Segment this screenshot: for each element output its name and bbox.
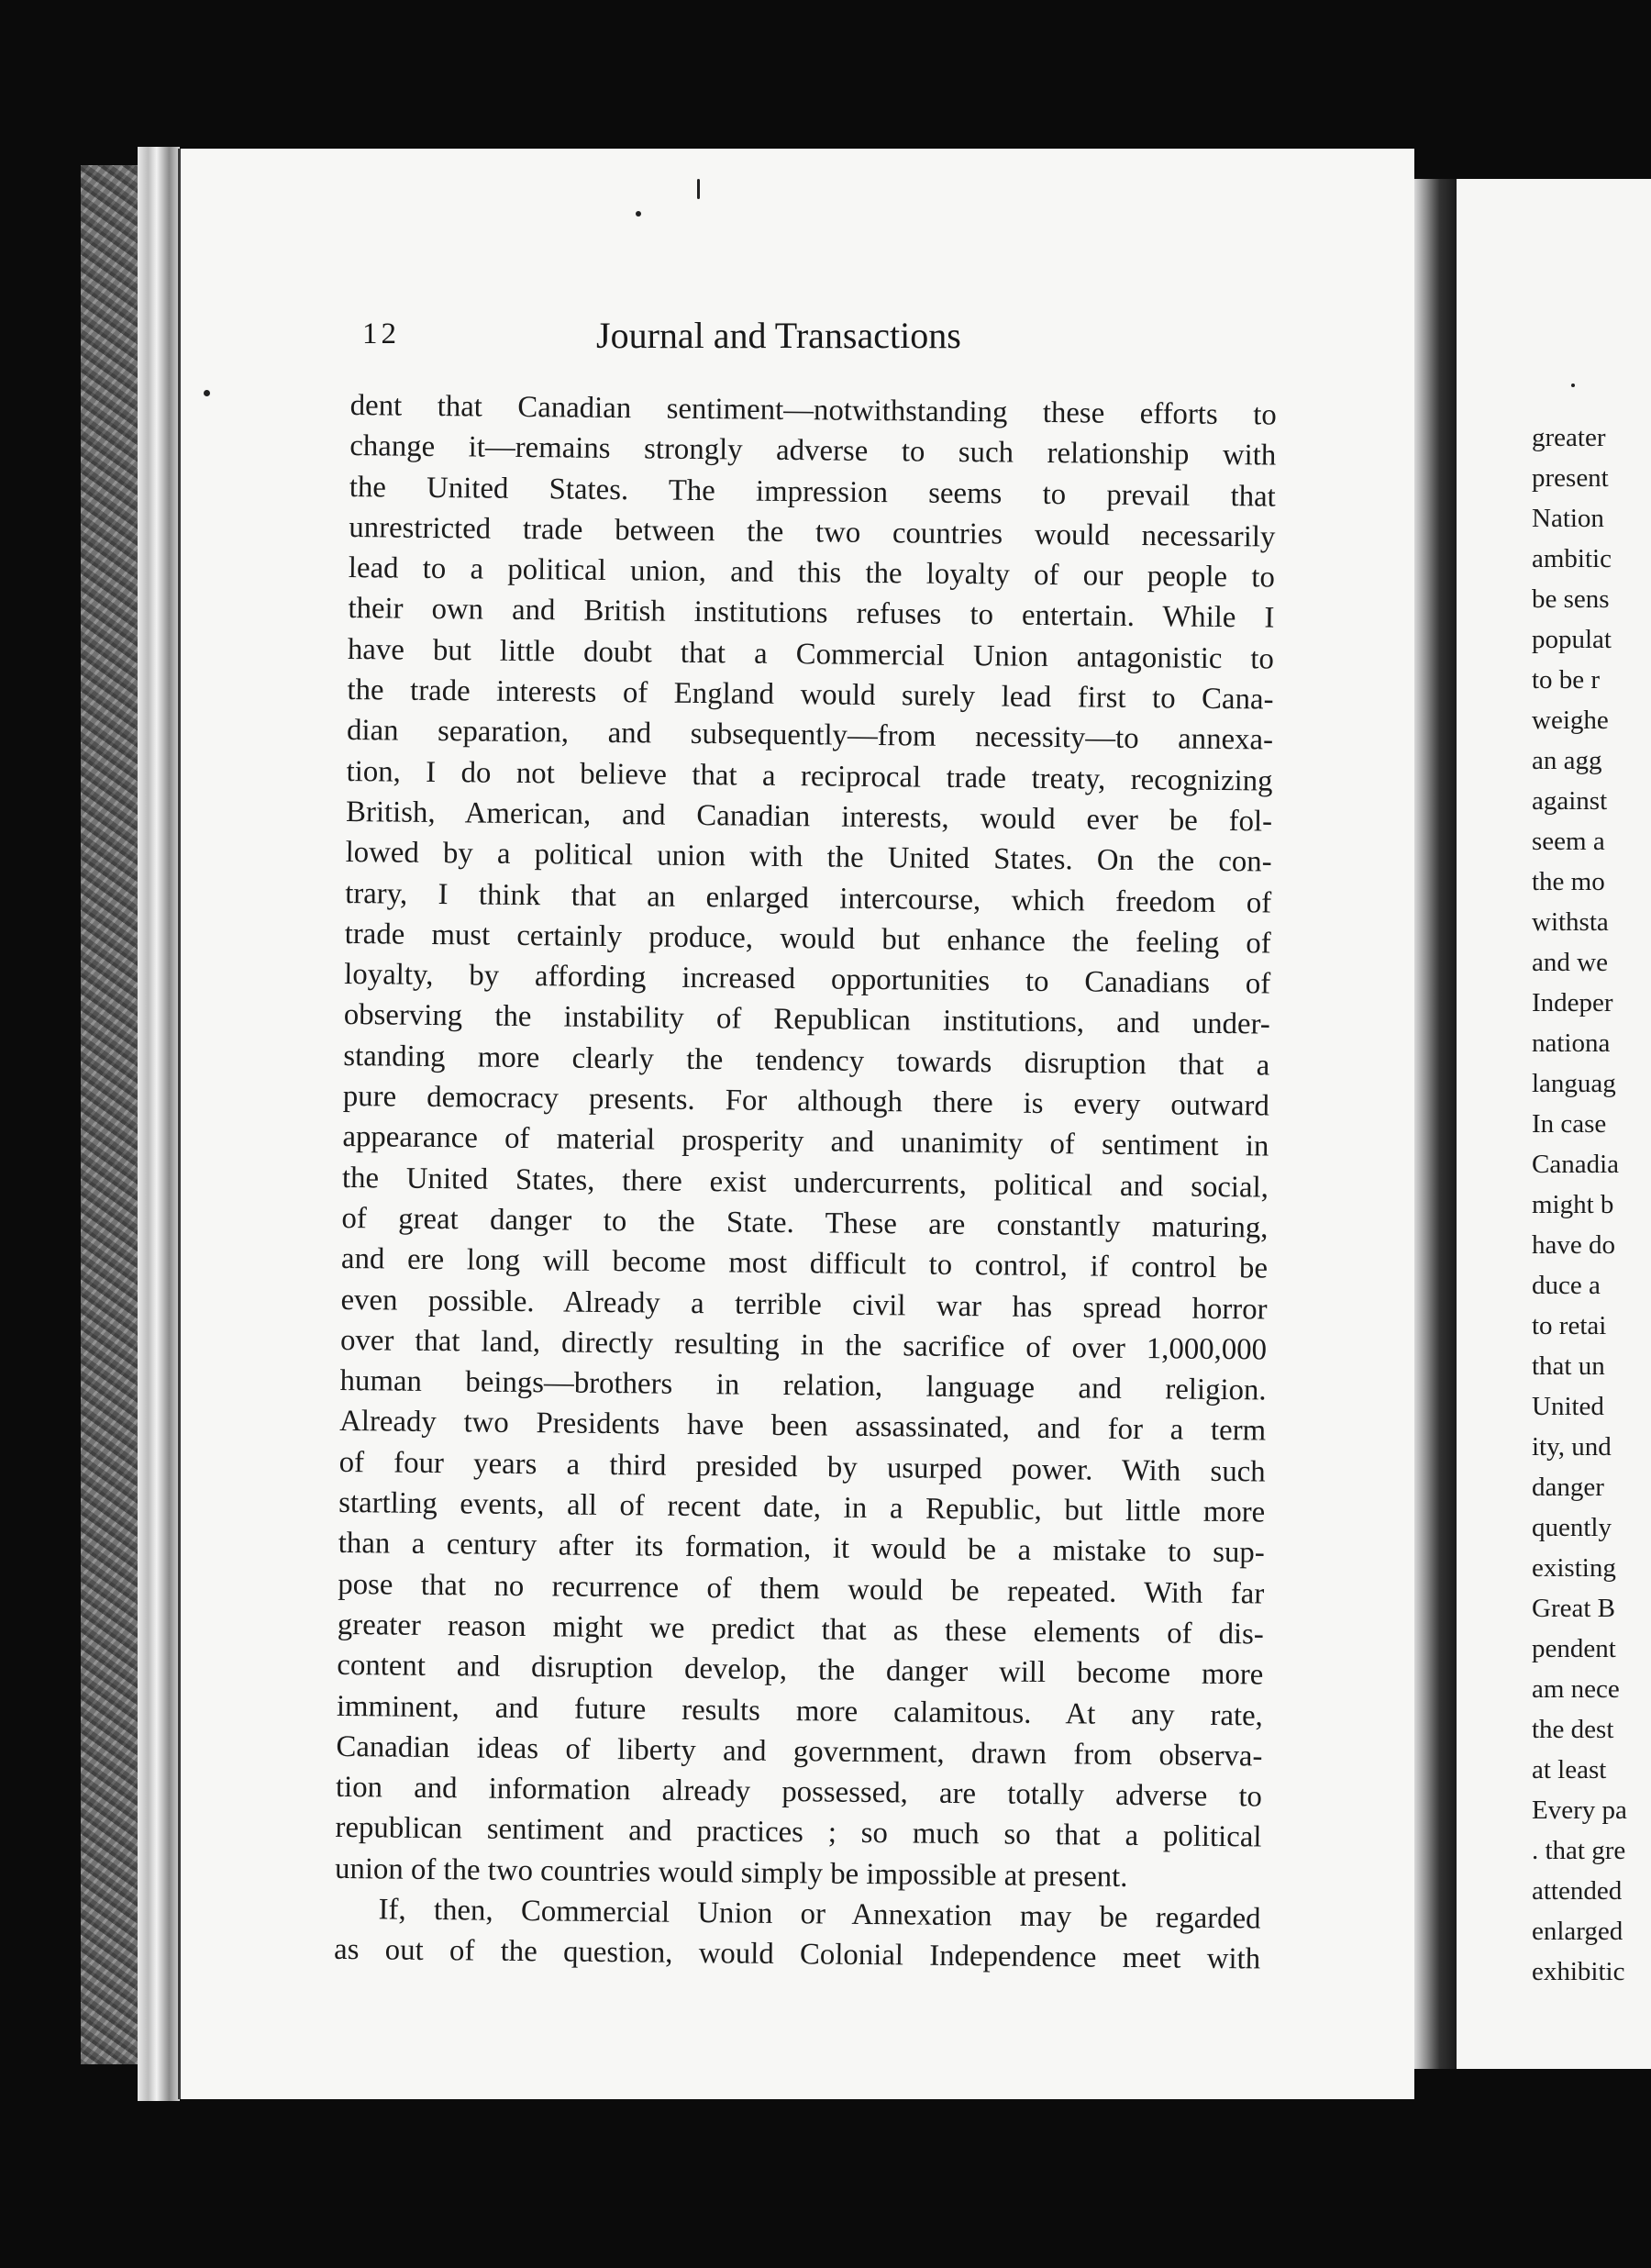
text-line: observing the instability of Republican institutions, and under-: [343, 998, 1270, 1041]
text-line: of great danger to the State. These are constantly maturing,: [341, 1201, 1269, 1245]
facing-text-line: be sens: [1532, 584, 1610, 614]
text-line: change it—remains strongly adverse to such relationship with: [349, 429, 1277, 472]
facing-text-line: have do: [1532, 1230, 1615, 1260]
facing-text-line: ambitic: [1532, 544, 1612, 573]
facing-text-line: duce a: [1532, 1271, 1601, 1300]
text-line: the trade interests of England would surely lead first to Cana-: [347, 673, 1274, 717]
facing-text-line: existing: [1532, 1553, 1616, 1583]
text-line: and ere long will become most difficult to control, if control be: [340, 1242, 1269, 1285]
text-line: as out of the question, would Colonial Independence meet with: [333, 1933, 1261, 1976]
facing-text-line: present: [1532, 463, 1609, 493]
facing-text-line: Every pa: [1532, 1796, 1627, 1825]
facing-text-line: might b: [1532, 1190, 1614, 1219]
facing-text-line: and we: [1532, 948, 1608, 977]
facing-text-line: am nece: [1532, 1674, 1620, 1704]
facing-text-line: nationa: [1532, 1028, 1611, 1058]
facing-text-line: enlarged: [1532, 1917, 1623, 1946]
facing-text-line: against: [1532, 786, 1608, 816]
text-line: imminent, and future results more calamitous. At any rate,: [336, 1689, 1264, 1732]
book-gutter: [1414, 179, 1457, 2069]
facing-text-line: languag: [1532, 1069, 1616, 1098]
text-line: human beings—brothers in relation, language and religion.: [339, 1364, 1267, 1407]
facing-text-line: Indeper: [1532, 988, 1613, 1017]
text-line: Canadian ideas of liberty and government, drawn from observa-: [336, 1729, 1263, 1773]
running-head: [362, 317, 1280, 372]
text-line: union of the two countries would simply be impossible at present.: [334, 1851, 1128, 1894]
text-line: greater reason might we predict that as these elements of dis-: [337, 1607, 1264, 1651]
body-text: [334, 385, 1277, 1980]
text-line: British, American, and Canadian interests, would ever be fol-: [345, 795, 1273, 839]
text-line: pure democracy presents. For although there is every outward: [342, 1080, 1270, 1123]
facing-text-line: exhibitic: [1532, 1957, 1625, 1986]
text-line: unrestricted trade between the two countries would necessarily: [349, 510, 1276, 554]
facing-text-line: . that gre: [1532, 1836, 1626, 1865]
facing-text-line: at least: [1532, 1755, 1607, 1784]
text-line: standing more clearly the tendency towards disruption that a: [343, 1039, 1270, 1083]
text-line: Already two Presidents have been assassinated, and for a term: [338, 1405, 1267, 1448]
facing-text-line: that un: [1532, 1351, 1605, 1381]
facing-text-line: the mo: [1532, 867, 1605, 896]
text-line: startling events, all of recent date, in a Republic, but little more: [338, 1485, 1266, 1529]
facing-text-line: pendent: [1532, 1634, 1616, 1663]
facing-text-line: greater: [1532, 423, 1606, 452]
facing-text-line: populat: [1532, 625, 1612, 654]
facing-text-line: withsta: [1532, 907, 1609, 937]
facing-page-text: [1532, 417, 1651, 1992]
facing-text-line: In case: [1532, 1109, 1607, 1139]
text-line: tion, I do not believe that a reciprocal trade treaty, recognizing: [346, 754, 1273, 798]
facing-text-line: Canadia: [1532, 1150, 1620, 1179]
facing-text-line: to be r: [1532, 665, 1601, 695]
scan-speck: [204, 390, 210, 396]
paragraph-first-line: If, then, Commercial Union or Annexation may be regarded: [378, 1893, 1261, 1936]
text-line: the United States, there exist undercurrents, political and social,: [341, 1161, 1269, 1205]
text-line: their own and British institutions refuses to entertain. While I: [348, 592, 1275, 636]
text-line: appearance of material prosperity and unanimity of sentiment in: [342, 1120, 1269, 1163]
text-line: lead to a political union, and this the loyalty of our people to: [348, 551, 1276, 595]
facing-text-line: an agg: [1532, 746, 1602, 775]
text-line: over that land, directly resulting in the sacrifice of over 1,000,000: [339, 1323, 1268, 1367]
facing-text-line: seem a: [1532, 827, 1605, 856]
text-line: content and disruption develop, the danger will become more: [337, 1649, 1264, 1692]
page-number: 12: [362, 317, 400, 350]
text-line: tion and information already possessed, are totally adverse to: [335, 1771, 1263, 1814]
text-line: than a century after its formation, it would be a mistake to sup-: [338, 1527, 1265, 1570]
text-line: even possible. Already a terrible civil war has spread horror: [340, 1283, 1268, 1327]
scan-speck: [697, 179, 700, 199]
facing-text-line: the dest: [1532, 1715, 1614, 1744]
facing-text-line: Nation: [1532, 504, 1604, 533]
text-line: loyalty, by affording increased opportunities to Canadians of: [344, 958, 1271, 1001]
facing-text-line: Great B: [1532, 1594, 1615, 1623]
left-page-edge: [138, 147, 180, 2101]
text-line: lowed by a political union with the United States. On the con-: [345, 836, 1272, 879]
text-line: have but little doubt that a Commercial Union antagonistic to: [347, 632, 1275, 676]
text-line: the United States. The impression seems to prevail that: [349, 470, 1276, 514]
text-line: trade must certainly produce, would but enhance the feeling of: [344, 917, 1271, 961]
running-head-title: Journal and Transactions: [596, 315, 961, 356]
text-line: dian separation, and subsequently—from necessity—to annexa-: [346, 714, 1274, 757]
left-book-binding: [81, 165, 140, 2064]
scan-speck: [1571, 384, 1575, 387]
scan-speck: [636, 211, 641, 217]
facing-text-line: to retai: [1532, 1311, 1607, 1340]
text-line: of four years a third presided by usurped power. With such: [338, 1445, 1266, 1489]
text-line: republican sentiment and practices ; so much so that a political: [335, 1811, 1262, 1854]
facing-text-line: attended: [1532, 1876, 1623, 1906]
facing-text-line: United: [1532, 1392, 1604, 1421]
facing-text-line: weighe: [1532, 706, 1609, 735]
facing-text-line: danger: [1532, 1473, 1604, 1502]
text-line: dent that Canadian sentiment—notwithstanding these efforts to: [349, 388, 1277, 432]
text-line: pose that no recurrence of them would be repeated. With far: [338, 1567, 1265, 1611]
facing-text-line: ity, und: [1532, 1432, 1612, 1462]
facing-text-line: quently: [1532, 1513, 1612, 1542]
text-line: trary, I think that an enlarged intercourse, which freedom of: [345, 876, 1272, 920]
